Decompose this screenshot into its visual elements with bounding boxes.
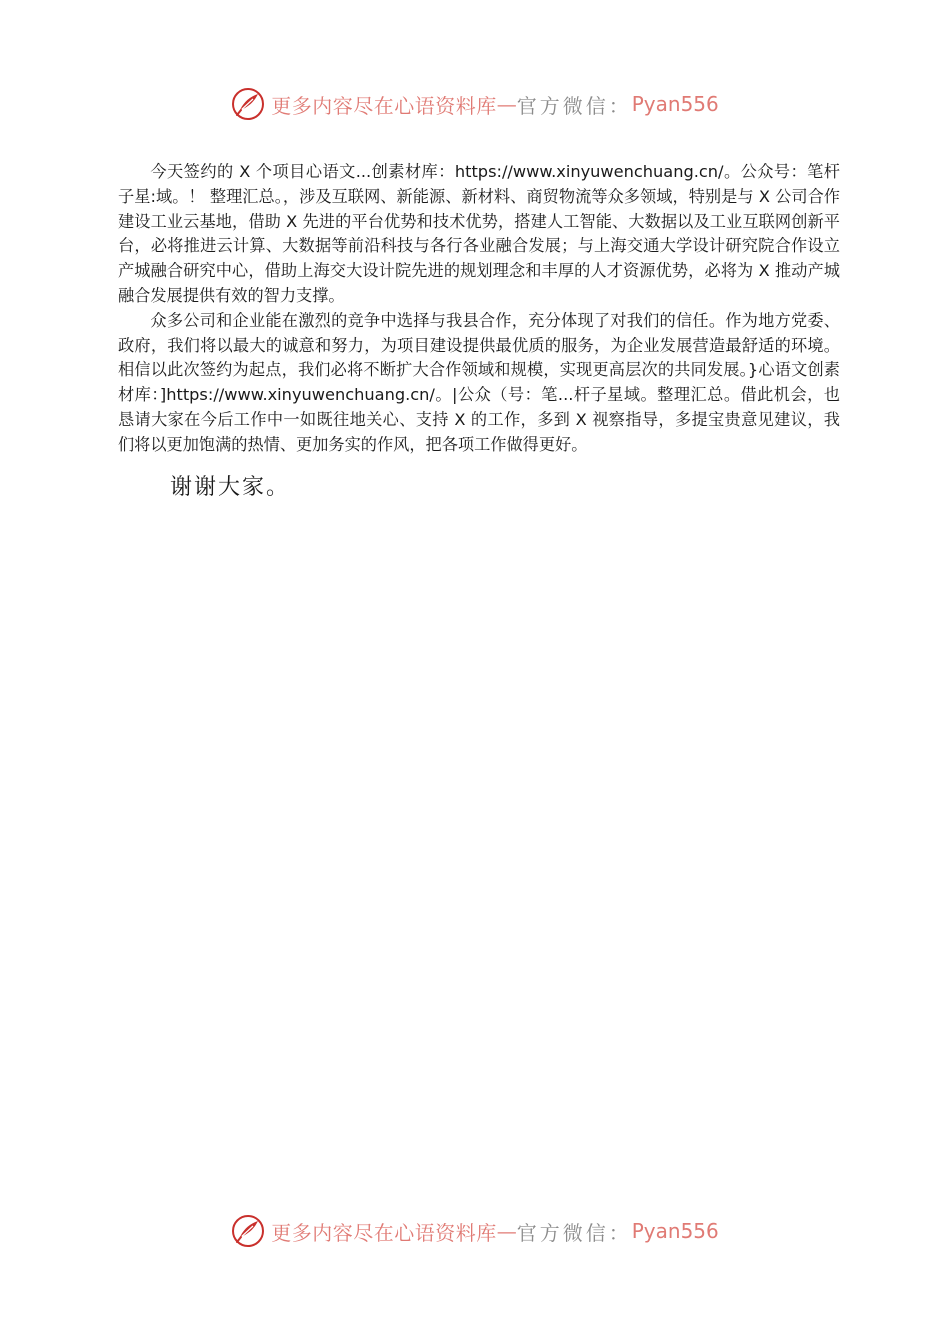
footer-account: Pyan556 bbox=[631, 1219, 719, 1243]
document-body bbox=[118, 160, 840, 458]
closing-line: 谢谢大家。 bbox=[170, 475, 291, 500]
footer-dash: — bbox=[496, 1219, 517, 1243]
feather-pen-logo-icon bbox=[231, 1214, 265, 1248]
header-banner bbox=[0, 84, 950, 124]
header-official-label: 官方微信： bbox=[516, 93, 632, 118]
footer-official-label: 官方微信： bbox=[516, 1220, 632, 1245]
footer-banner bbox=[0, 1211, 950, 1251]
footer-slogan: 更多内容尽在心语资料库 bbox=[271, 1220, 497, 1245]
header-slogan: 更多内容尽在心语资料库 bbox=[271, 93, 497, 118]
paragraph-1: 今天签约的 X 个项目心语文...创素材库：https://www.xinyuwenchuang.cn/。公众号：笔杆子星:域。！ 整理汇总。，涉及互联网、新能源、新材料、商贸物流等众多领域，特别是与 X 公司合作建设工业云基地，借助 X 先进的平台优势和技术优势，搭建人工智能、大数据以及工业互联网创新平台，必将推进云计算、大数据等前沿科技与各行各业融合发展；与上海交通大学设计研究院合作设立产城融合研究中心，借助上海交大设计院先进的规划理念和丰厚的人才资源优势，必将为 X 推动产城融合发展提供有效的智力支撑。 bbox=[118, 162, 840, 305]
header-account: Pyan556 bbox=[631, 92, 719, 116]
feather-pen-logo-icon bbox=[231, 87, 265, 121]
paragraph-2: 众多公司和企业能在激烈的竞争中选择与我县合作，充分体现了对我们的信任。作为地方党委、政府，我们将以最大的诚意和努力，为项目建设提供最优质的服务，为企业发展营造最舒适的环境。相信以此次签约为起点，我们必将不断扩大合作领域和规模，实现更高层次的共同发展。}心语文创素材库：]https://www.xinyuwenchuang.cn/。|公众（号：笔...杆子星域。整理汇总。借此机会，也恳请大家在今后工作中一如既往地关心、支持 X 的工作，多到 X 视察指导，多提宝贵意见建议，我们将以更加饱满的热情、更加务实的作风，把各项工作做得更好。 bbox=[118, 310, 840, 454]
header-dash: — bbox=[496, 92, 517, 116]
